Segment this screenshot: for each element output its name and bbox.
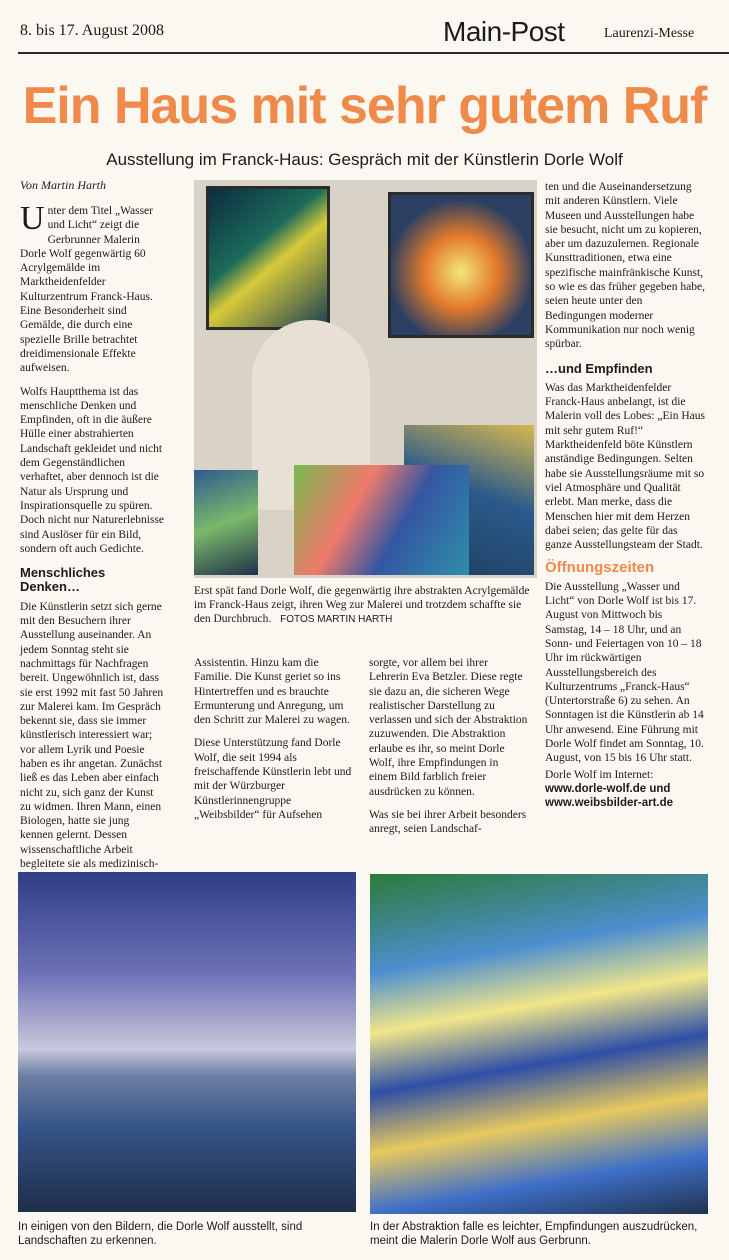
painting-on-wall (206, 186, 330, 330)
abstract-painting (370, 874, 708, 1214)
paragraph: Was sie bei ihrer Arbeit besonders anregt, seien Landschaf- (369, 808, 527, 836)
paragraph: Diese Unterstützung fand Dorle Wolf, die seit 1994 als freischaffende Künstlerin lebt und mit der Würzburger Künstlerinnengruppe „Weibsbilder“ für Aufsehen (194, 737, 352, 821)
article-column-1 (20, 200, 165, 895)
paragraph: Assistentin. Hinzu kam die Familie. Die Kunst geriet so ins Hintertreffen und es brauchte Ermunterung und Anregung, um den Schritt zur Malerei zu wagen. (194, 657, 350, 727)
byline: Von Martin Harth (20, 178, 107, 192)
painted-cube (194, 470, 258, 575)
info-box-heading: Öffnungszeiten (545, 559, 655, 577)
section-heading: …und Empfinden (545, 360, 653, 376)
masthead: Main-Post (443, 16, 565, 47)
dropcap: U (20, 200, 45, 237)
article-column-2 (194, 656, 354, 831)
paragraph: sorgte, vor allem bei ihrer Lehrerin Eva Betzler. Diese regte sie dazu an, die sicheren Wege realistischer Darstellung zu verlassen und sich der Abstraktion zuzuwenden. Die Abstraktion erlaube es ihr, so meint Dorle Wolf, ihre Empfindungen in einem Bild farblich freier ausdrücken zu können. (369, 657, 528, 798)
info-box-text: Die Ausstellung „Wasser und Licht“ von Dorle Wolf ist bis 17. August von Mittwoch bis Samstag, 14 – 18 Uhr, und an Sonn- und Feiertagen von 10 – 18 Uhr im rückwärtigen Ausstellungsbereich des Kulturzentrums „Franck-Haus“ (Untertorstraße 6) zu sehen. An Sonntagen ist die Künstlerin ab 14 Uhr anwesend. Eine Führung mit Dorle Wolf findet am Sonntag, 10. August, von 15 bis 16 Uhr statt. (545, 580, 704, 765)
subheadline: Ausstellung im Franck-Haus: Gespräch mit der Künstlerin Dorle Wolf (106, 150, 623, 169)
section-heading: Menschliches Denken… (20, 565, 106, 595)
section-name: Laurenzi-Messe (604, 26, 695, 41)
photo-caption: Erst spät fand Dorle Wolf, die gegenwärtig ihre abstrakten Acrylgemälde im Franck-Haus zeigt, ihren Weg zur Malerei und trotzdem schaffte sie den Durchbruch. FOTOS MARTIN HARTH (194, 585, 530, 625)
issue-date: 8. bis 17. August 2008 (20, 22, 165, 39)
painting-caption-right: In der Abstraktion falle es leichter, Empfindungen auszudrücken, meint die Malerin Dorle Wolf aus Gerbrunn. (370, 1221, 698, 1247)
headline: Ein Haus mit sehr gutem Ruf (22, 77, 707, 135)
website-link[interactable]: www.dorle-wolf.de und (545, 782, 671, 795)
article-column-4 (545, 180, 705, 810)
artist-photo (194, 180, 537, 578)
article-column-3 (369, 656, 529, 846)
painting-caption-left: In einigen von den Bildern, die Dorle Wolf ausstellt, sind Landschaften zu erkennen. (18, 1221, 303, 1247)
website-links (545, 782, 705, 811)
website-link[interactable]: www.weibsbilder-art.de (545, 797, 674, 810)
painted-cube (294, 465, 469, 575)
painting-on-wall (388, 192, 534, 338)
paragraph: ten und die Auseinandersetzung mit anderen Künstlern. Viele Museen und Ausstellungen habe sie besucht, nicht um zu kopieren, aber um dazuzulernen. Regionale Kunsttraditionen, etwa eine spezifische mainfränkische Kunst, so wie es das früher gegeben habe, seien heute unter den Bedingungen moderner Kommunikation nur noch wenig spürbar. (545, 181, 705, 351)
paragraph: Wolfs Hauptthema ist das menschliche Denken und Empfinden, oft in die äußere Hülle einer abstrahierten Landschaft gekleidet und nicht dem Gegenständlichen verhaftet, aber dennoch ist die Natur als Ursprung und Inspirationsquelle zu spüren. Doch nicht nur Naturerlebnisse sind Auslöser für ein Bild, sondern oft auch Gedichte. (20, 385, 165, 555)
paragraph: Die Künstlerin setzt sich gerne mit den Besuchern ihrer Ausstellung auseinander. An jedem Sonntag steht sie nachmittags für Nachfragen bereit. Ungewöhnlich ist, dass sie erst 1992 mit fast 50 Jahren zur Malerei kam. Im Gespräch bekennt sie, dass sie immer künstlerisch interessiert war; vor allem Lyrik und Poesie haben es ihr angetan. Zunächst ließ es das Leben aber einfach nicht zu, sich ganz der Kunst zu widmen. Ihren Mann, einen Biologen, hatte sie jung kennen gelernt. Dessen wissenschaftliche Arbeit begleitete sie als medizinisch- (20, 600, 164, 871)
website-intro: Dorle Wolf im Internet: (545, 768, 654, 781)
paragraph: Was das Marktheidenfelder Franck-Haus anbelangt, ist die Malerin voll des Lobes: „Ein Haus mit sehr gutem Ruf!“ Marktheidenfeld böte Künstlern anständige Bedingungen. Selten habe sie Ausstellungsräume mit so viel Atmosphäre und Qualität erlebt. Man merke, dass die Menschen hier mit dem Herzen dabei seien; das gelte für das ganze Ausstellungsteam der Stadt. (545, 381, 706, 552)
landscape-painting (18, 872, 356, 1212)
photo-credit: FOTOS MARTIN HARTH (280, 614, 393, 625)
paragraph: Unter dem Titel „Wasser und Licht“ zeigt die Gerbrunner Malerin Dorle Wolf gegenwärtig 60 Acrylgemälde im Marktheidenfelder Kulturzentrum Franck-Haus. Eine Besonderheit sind Gemälde, die durch eine spezielle Brille betrachtet dreidimensionale Effekte aufweisen. (20, 200, 153, 375)
